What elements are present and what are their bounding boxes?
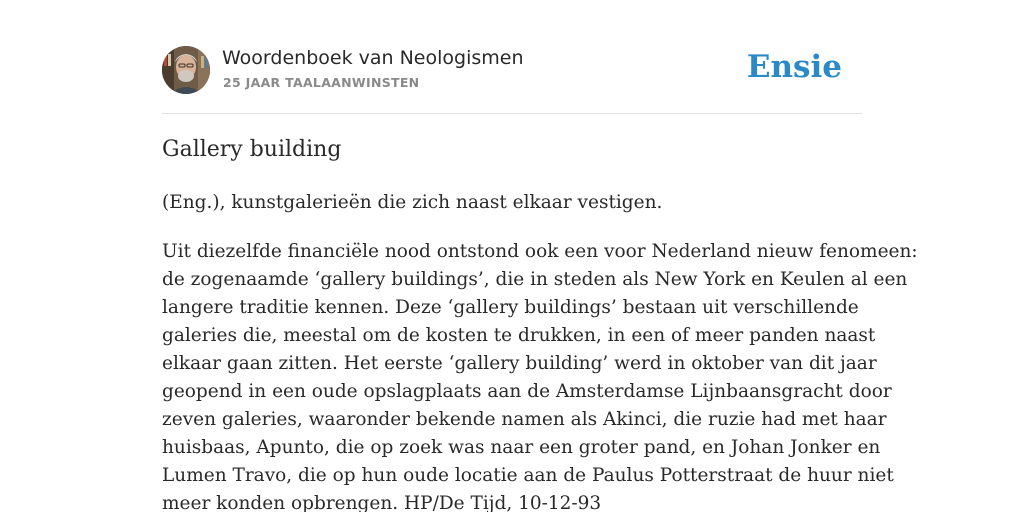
- quote-line: galeries die, meestal om de kosten te drukken, in een of meer panden naast: [162, 325, 876, 346]
- header-divider: [162, 113, 862, 114]
- site-name[interactable]: Woordenboek van Neologismen: [222, 47, 524, 69]
- avatar-image: [162, 46, 210, 94]
- quote-line: langere traditie kennen. Deze ‘gallery buildings’ bestaan uit verschillende: [162, 297, 859, 318]
- entry-quote: [162, 238, 918, 512]
- entry-title: Gallery building: [162, 137, 342, 162]
- quote-line: zeven galeries, waaronder bekende namen als Akinci, die ruzie had met haar: [162, 409, 887, 430]
- quote-line: Lumen Travo, die op hun oude locatie aan de Paulus Potterstraat de huur niet: [162, 465, 894, 486]
- avatar[interactable]: [162, 46, 210, 94]
- brand-logo[interactable]: Ensie: [746, 49, 842, 85]
- site-subtitle: 25 JAAR TAALAANWINSTEN: [223, 75, 420, 90]
- site-header: [162, 46, 862, 96]
- quote-line: de zogenaamde ‘gallery buildings’, die in steden als New York en Keulen al een: [162, 269, 908, 290]
- quote-line: huisbaas, Apunto, die op zoek was naar een groter pand, en Johan Jonker en: [162, 437, 881, 458]
- quote-line: geopend in een oude opslagplaats aan de Amsterdamse Lijnbaansgracht door: [162, 381, 892, 402]
- quote-line: elkaar gaan zitten. Het eerste ‘gallery building’ werd in oktober van dit jaar: [162, 353, 877, 374]
- quote-line: meer konden opbrengen. HP/De Tijd, 10-12-93: [162, 493, 602, 512]
- quote-line: Uit diezelfde financiële nood ontstond ook een voor Nederland nieuw fenomeen:: [162, 241, 918, 262]
- entry-definition: (Eng.), kunstgalerieën die zich naast elkaar vestigen.: [162, 192, 663, 213]
